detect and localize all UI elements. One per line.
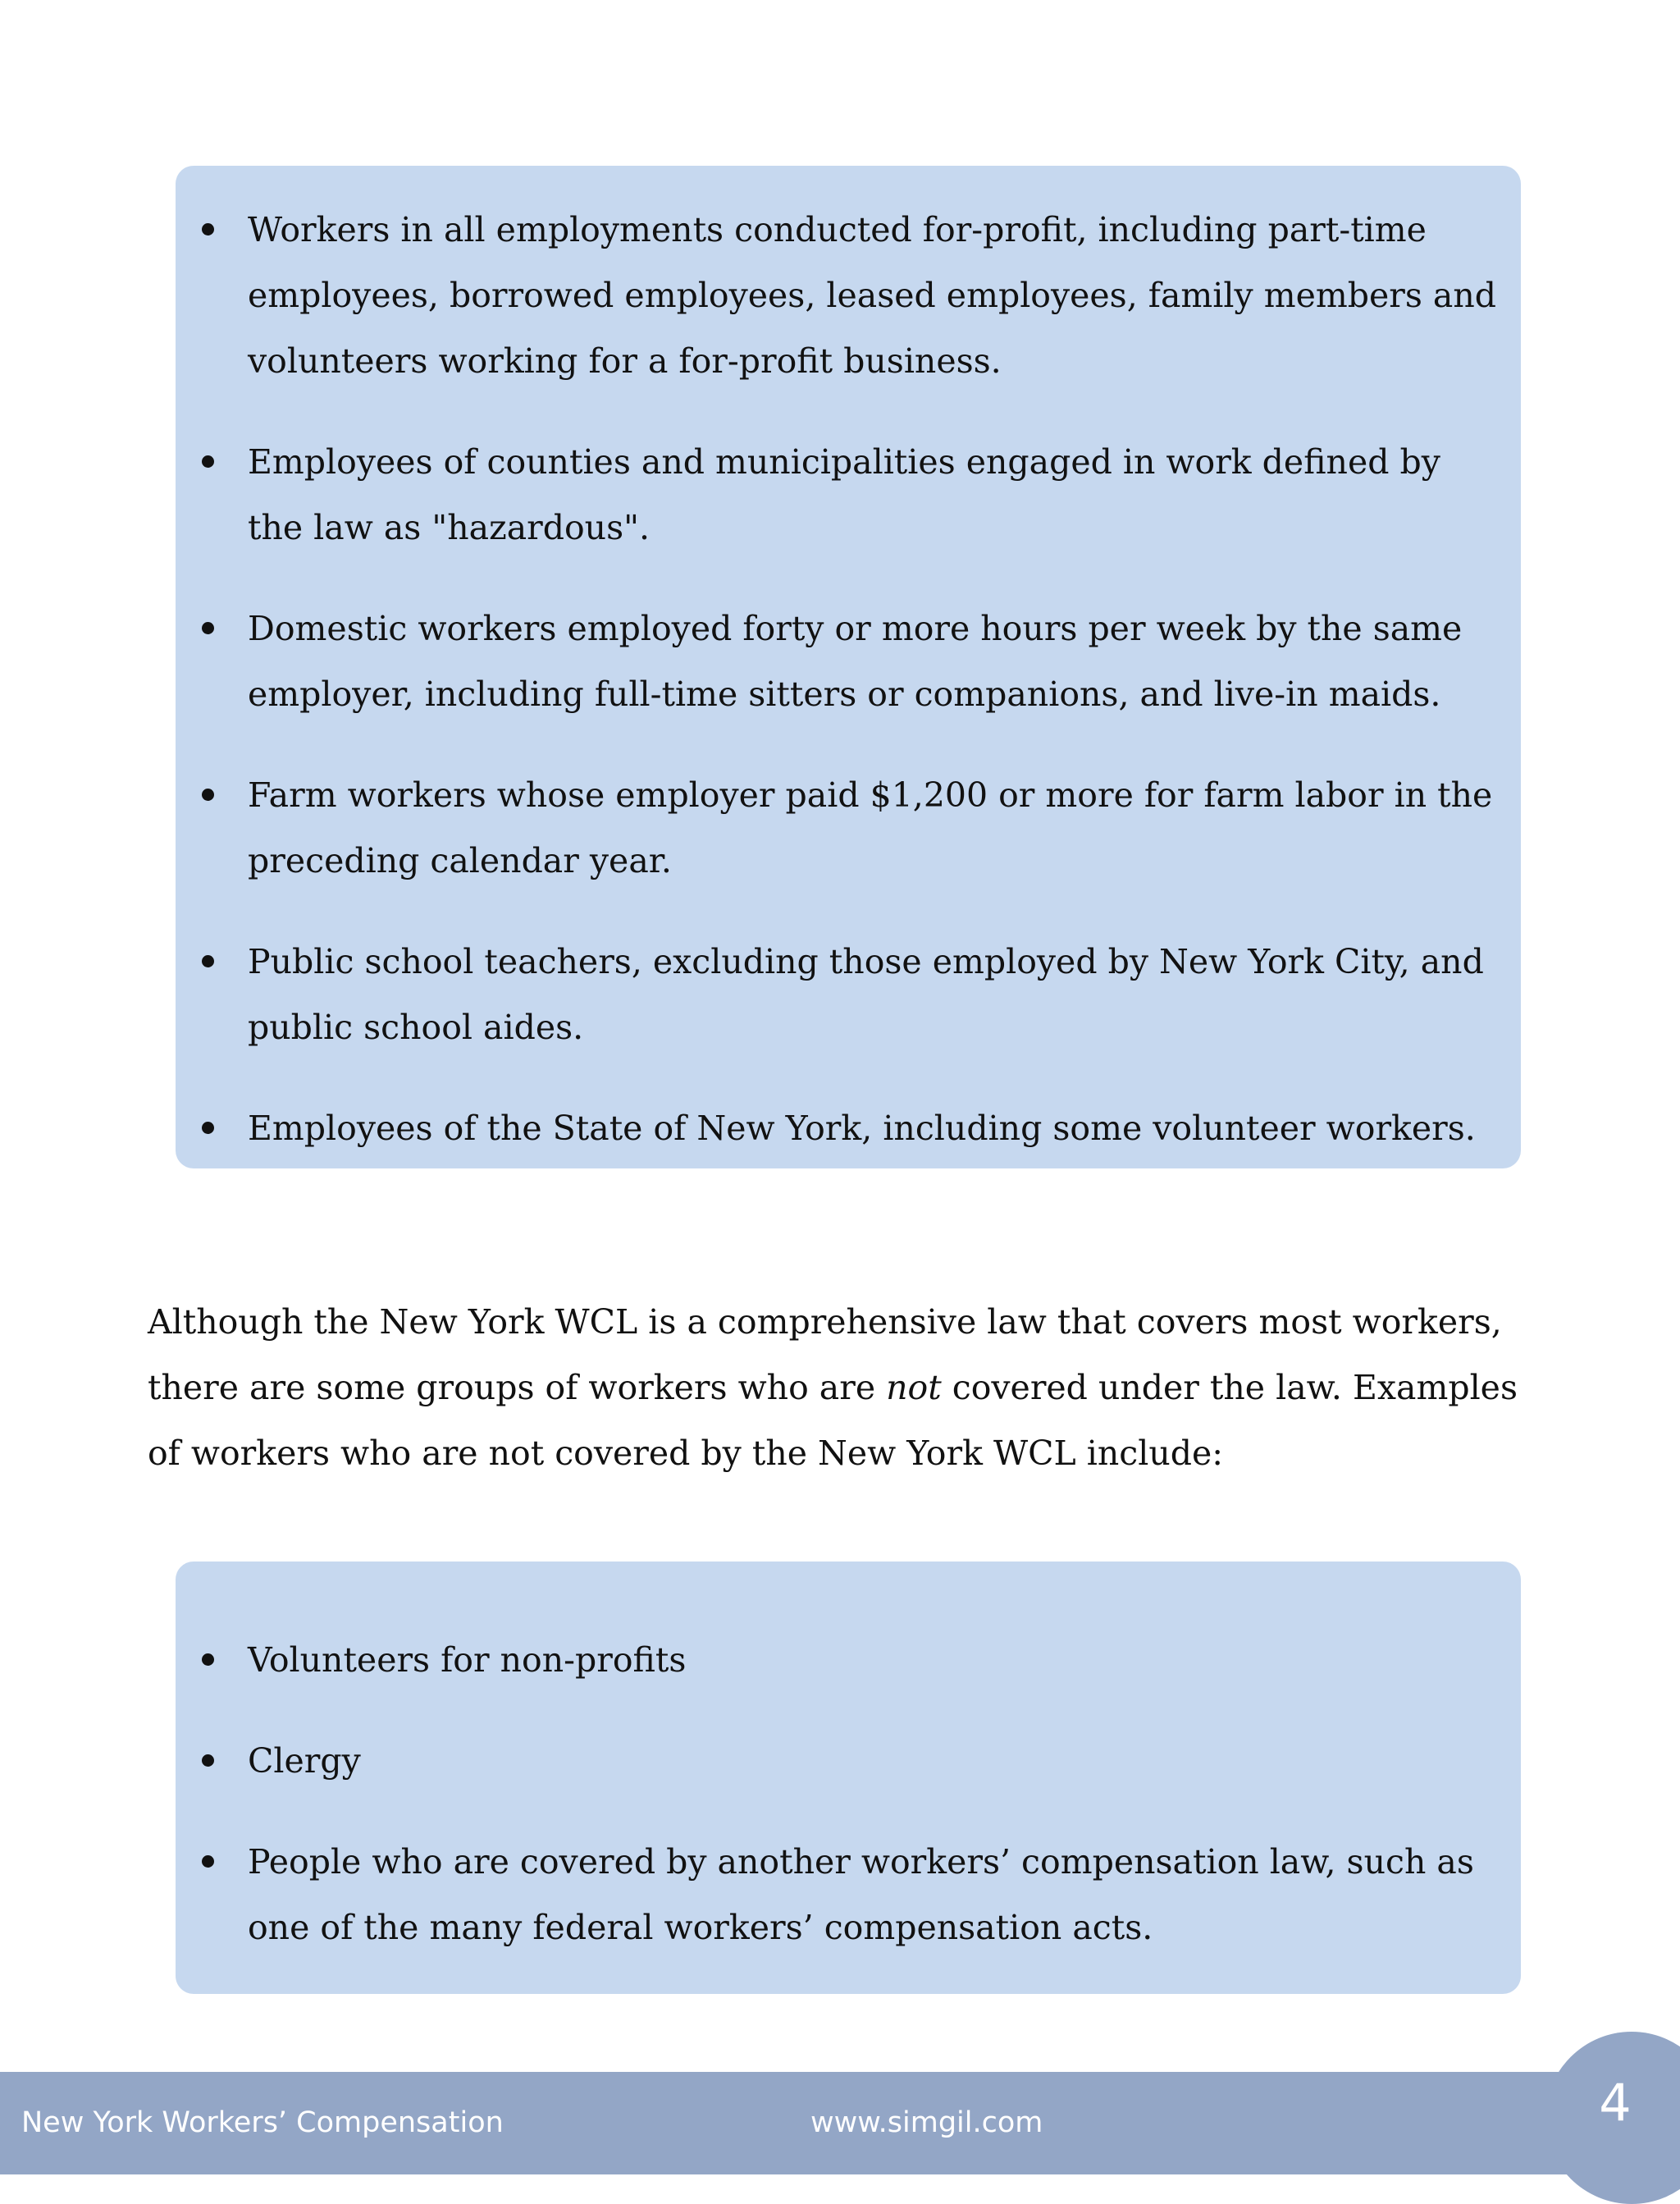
bullet-icon bbox=[202, 1653, 214, 1666]
paragraph-text-end: covered under the law. Examples of workers who are not covered by the New York WCL include: bbox=[148, 1368, 1518, 1473]
list-item bbox=[176, 1728, 1521, 1794]
list-item-text: Volunteers for non-profits bbox=[248, 1640, 687, 1680]
bullet-icon bbox=[202, 1754, 214, 1767]
list-item bbox=[176, 429, 1521, 560]
footer-title: New York Workers’ Compensation bbox=[21, 2106, 504, 2139]
bullet-icon bbox=[202, 622, 214, 634]
bullet-icon bbox=[202, 1855, 214, 1868]
covered-workers-list bbox=[176, 197, 1521, 1161]
list-item-text: People who are covered by another workers’ compensation law, such as one of the many federal workers’ compensation acts. bbox=[248, 1842, 1474, 1947]
not-covered-workers-list bbox=[176, 1627, 1521, 1960]
bullet-icon bbox=[202, 223, 214, 235]
list-item-text: Farm workers whose employer paid $1,200 or more for farm labor in the preceding calendar year. bbox=[248, 775, 1493, 880]
paragraph-emphasis: not bbox=[886, 1368, 942, 1407]
list-item bbox=[176, 596, 1521, 727]
not-covered-workers-box bbox=[176, 1562, 1521, 1994]
bullet-icon bbox=[202, 789, 214, 801]
list-item bbox=[176, 1829, 1521, 1960]
footer-website-link[interactable]: www.simgil.com bbox=[810, 2106, 1043, 2139]
list-item bbox=[176, 762, 1521, 894]
page-footer bbox=[0, 2072, 1680, 2174]
bullet-icon bbox=[202, 1122, 214, 1134]
covered-workers-box bbox=[176, 166, 1521, 1168]
list-item bbox=[176, 1095, 1521, 1161]
list-item-text: Employees of counties and municipalities engaged in work defined by the law as "hazardous". bbox=[248, 442, 1440, 547]
not-covered-intro-paragraph bbox=[148, 1289, 1526, 1486]
list-item bbox=[176, 197, 1521, 394]
list-item-text: Clergy bbox=[248, 1741, 361, 1781]
paragraph-text-start: Although the New York WCL is a comprehensive law that covers most workers, there are some groups of workers who are bbox=[148, 1302, 1502, 1407]
bullet-icon bbox=[202, 955, 214, 967]
list-item-text: Workers in all employments conducted for-profit, including part-time employees, borrowed employees, leased employees, family members and volunteers working for a for-profit business. bbox=[248, 210, 1497, 381]
list-item-text: Domestic workers employed forty or more hours per week by the same employer, including full-time sitters or companions, and live-in maids. bbox=[248, 609, 1463, 714]
bullet-icon bbox=[202, 455, 214, 468]
list-item-text: Employees of the State of New York, including some volunteer workers. bbox=[248, 1109, 1476, 1148]
list-item bbox=[176, 1627, 1521, 1693]
page-number: 4 bbox=[1599, 2073, 1632, 2133]
list-item-text: Public school teachers, excluding those employed by New York City, and public school aides. bbox=[248, 942, 1484, 1047]
list-item bbox=[176, 929, 1521, 1060]
